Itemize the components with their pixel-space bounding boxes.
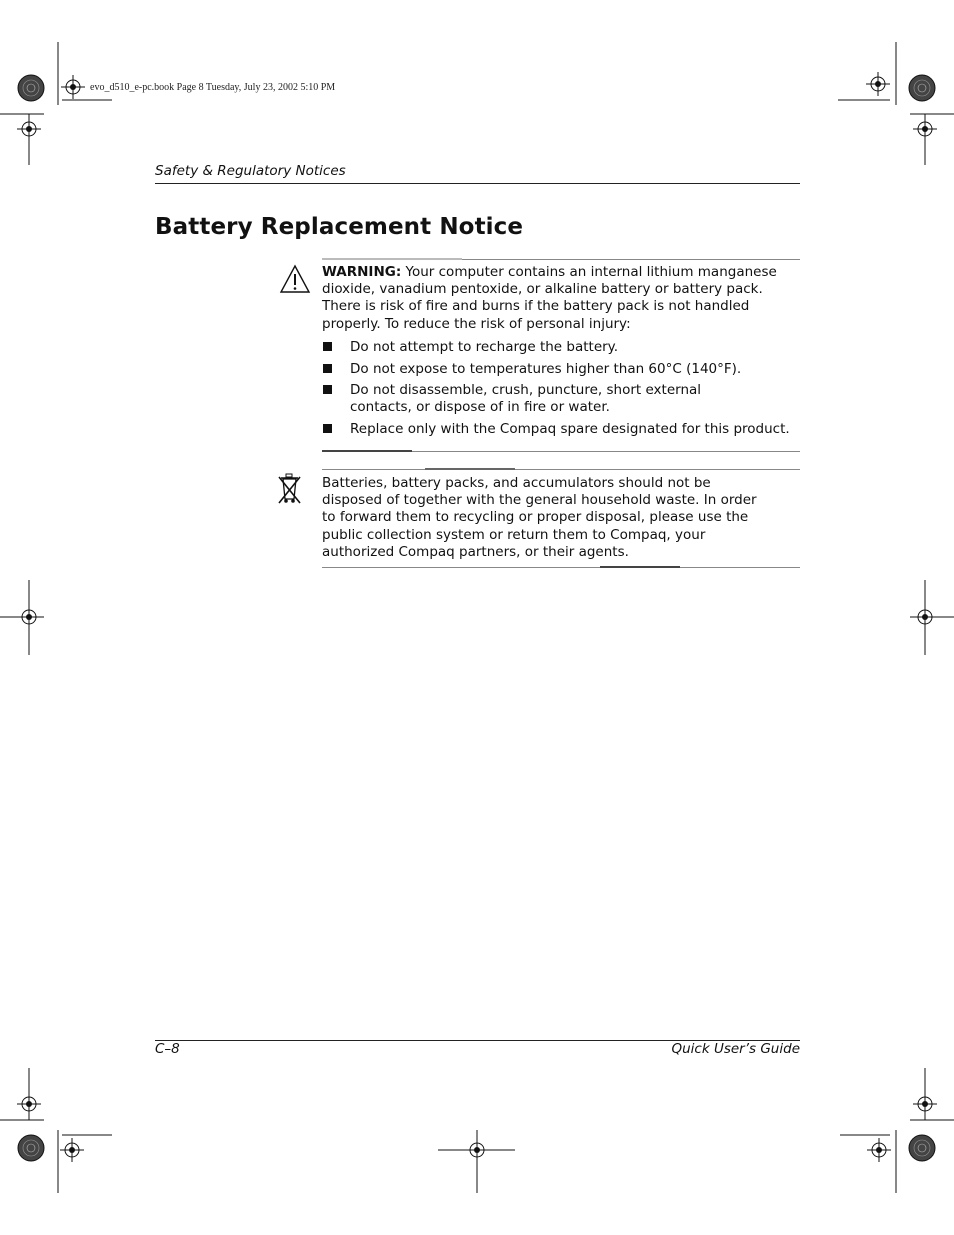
list-item [322, 421, 798, 438]
bullet-text: Replace only with the Compaq spare designated for this product. [350, 420, 790, 437]
disposal-top-rule [322, 469, 800, 470]
warning-paragraph [322, 264, 798, 333]
list-item [322, 382, 798, 416]
footer-guide-title: Quick User’s Guide [671, 1041, 800, 1057]
running-header: Safety & Regulatory Notices [155, 163, 346, 179]
bullet-text: Do not disassemble, crush, puncture, short external contacts, or dispose of in fire or water. [350, 382, 702, 416]
disposal-bottom-rule [322, 567, 800, 568]
bullet-square-icon [323, 364, 332, 373]
warning-top-rule-accent [322, 258, 462, 260]
printer-slug-line: evo_d510_e-pc.book Page 8 Tuesday, July 23, 2002 5:10 PM [90, 82, 336, 93]
warning-bullet-list [322, 339, 798, 443]
header-rule [155, 183, 800, 184]
bullet-text: Do not attempt to recharge the battery. [350, 339, 619, 355]
warning-bottom-rule-accent [322, 450, 412, 452]
disposal-bottom-rule-accent [600, 566, 680, 568]
page-number: C–8 [155, 1041, 180, 1057]
bullet-square-icon [323, 342, 332, 351]
disposal-paragraph: Batteries, battery packs, and accumulators should not be disposed of together with the general household waste. In order to forward them to recycling or proper disposal, please use the public collection system or return them to Compaq, your authorized Compaq partners, or their agents. [322, 475, 757, 560]
bullet-text: Do not expose to temperatures higher than 60°C (140°F). [350, 360, 742, 377]
bullet-square-icon [323, 424, 332, 433]
warning-body: Your computer contains an internal lithium manganese dioxide, vanadium pentoxide, or alkaline battery or battery pack. There is risk of fire and burns if the battery pack is not handled properly. To reduce the risk of personal injury: [322, 264, 777, 332]
section-title: Battery Replacement Notice [155, 214, 524, 240]
list-item [322, 361, 798, 378]
list-item [322, 339, 798, 356]
warning-triangle-icon [279, 264, 311, 294]
crossed-bin-icon [276, 473, 304, 505]
bullet-square-icon [323, 385, 332, 394]
warning-label: WARNING: [322, 264, 402, 280]
disposal-top-rule-accent [425, 468, 515, 470]
